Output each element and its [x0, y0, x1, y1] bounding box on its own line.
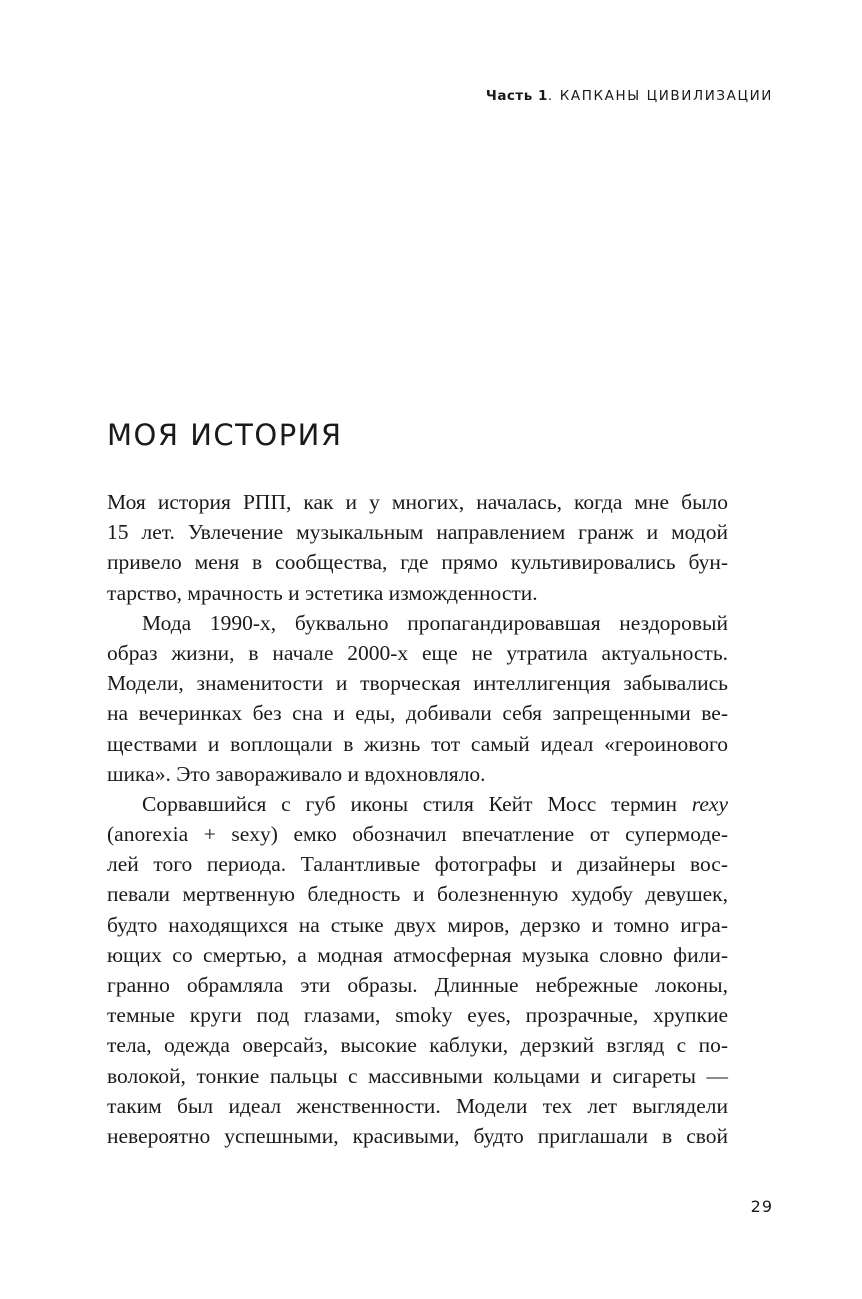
text-line: на вечеринках без сна и еды, добивали себя запрещенными ве- [107, 701, 728, 726]
text-line: Моя история РПП, как и у многих, началась, когда мне было [107, 490, 728, 514]
page-number: 29 [750, 1197, 773, 1216]
running-head-part: Часть 1 [485, 88, 548, 104]
text-line: таким был идеал женственности. Модели тех лет выглядели [107, 1093, 728, 1118]
text-line [107, 789, 728, 819]
body-text [107, 487, 728, 1151]
text-line: 15 лет. Увлечение музыкальным направлением гранж и модой [107, 520, 728, 545]
text-line-fragment: Сорвавшийся с губ иконы стиля Кейт Мосс термин [142, 791, 692, 816]
text-line: ющих со смертью, а модная атмосферная музыка словно фили- [107, 942, 728, 967]
text-line: шика». Это завораживало и вдохновляло. [107, 761, 486, 786]
text-line: ществами и воплощали в жизнь тот самый идеал «героинового [107, 731, 728, 756]
text-line: тела, одежда оверсайз, высокие каблуки, дерзкий взгляд с по- [107, 1033, 728, 1058]
running-head [486, 88, 773, 104]
text-line: Модели, знаменитости и творческая интеллигенция забывались [107, 671, 728, 696]
text-line: будто находящихся на стыке двух миров, дерзко и томно игра- [107, 912, 728, 937]
running-head-separator: . [547, 88, 554, 104]
text-line: образ жизни, в начале 2000-х еще не утратила актуальность. [107, 640, 728, 665]
text-line: (anorexia + sexy) емко обозначил впечатление от супермоде- [107, 822, 728, 847]
text-line: тарство, мрачность и эстетика изможденности. [107, 580, 538, 605]
text-line: волокой, тонкие пальцы с массивными кольцами и сигареты — [107, 1063, 728, 1088]
chapter-title: МОЯ ИСТОРИЯ [107, 418, 343, 452]
text-line: Мода 1990-х, буквально пропагандировавшая нездоровый [142, 610, 728, 635]
italic-term: rexy [691, 791, 728, 816]
text-line: темные круги под глазами, smoky eyes, прозрачные, хрупкие [107, 1003, 728, 1028]
text-line: лей того периода. Талантливые фотографы и дизайнеры вос- [107, 852, 728, 877]
text-line: певали мертвенную бледность и болезненную худобу девушек, [107, 882, 728, 907]
text-line: гранно обрамляла эти образы. Длинные небрежные локоны, [107, 973, 728, 997]
text-line: привело меня в сообщества, где прямо культивировались бун- [107, 550, 728, 575]
text-line: невероятно успешными, красивыми, будто приглашали в свой [107, 1123, 728, 1148]
running-head-title: КАПКАНЫ ЦИВИЛИЗАЦИИ [553, 88, 773, 104]
